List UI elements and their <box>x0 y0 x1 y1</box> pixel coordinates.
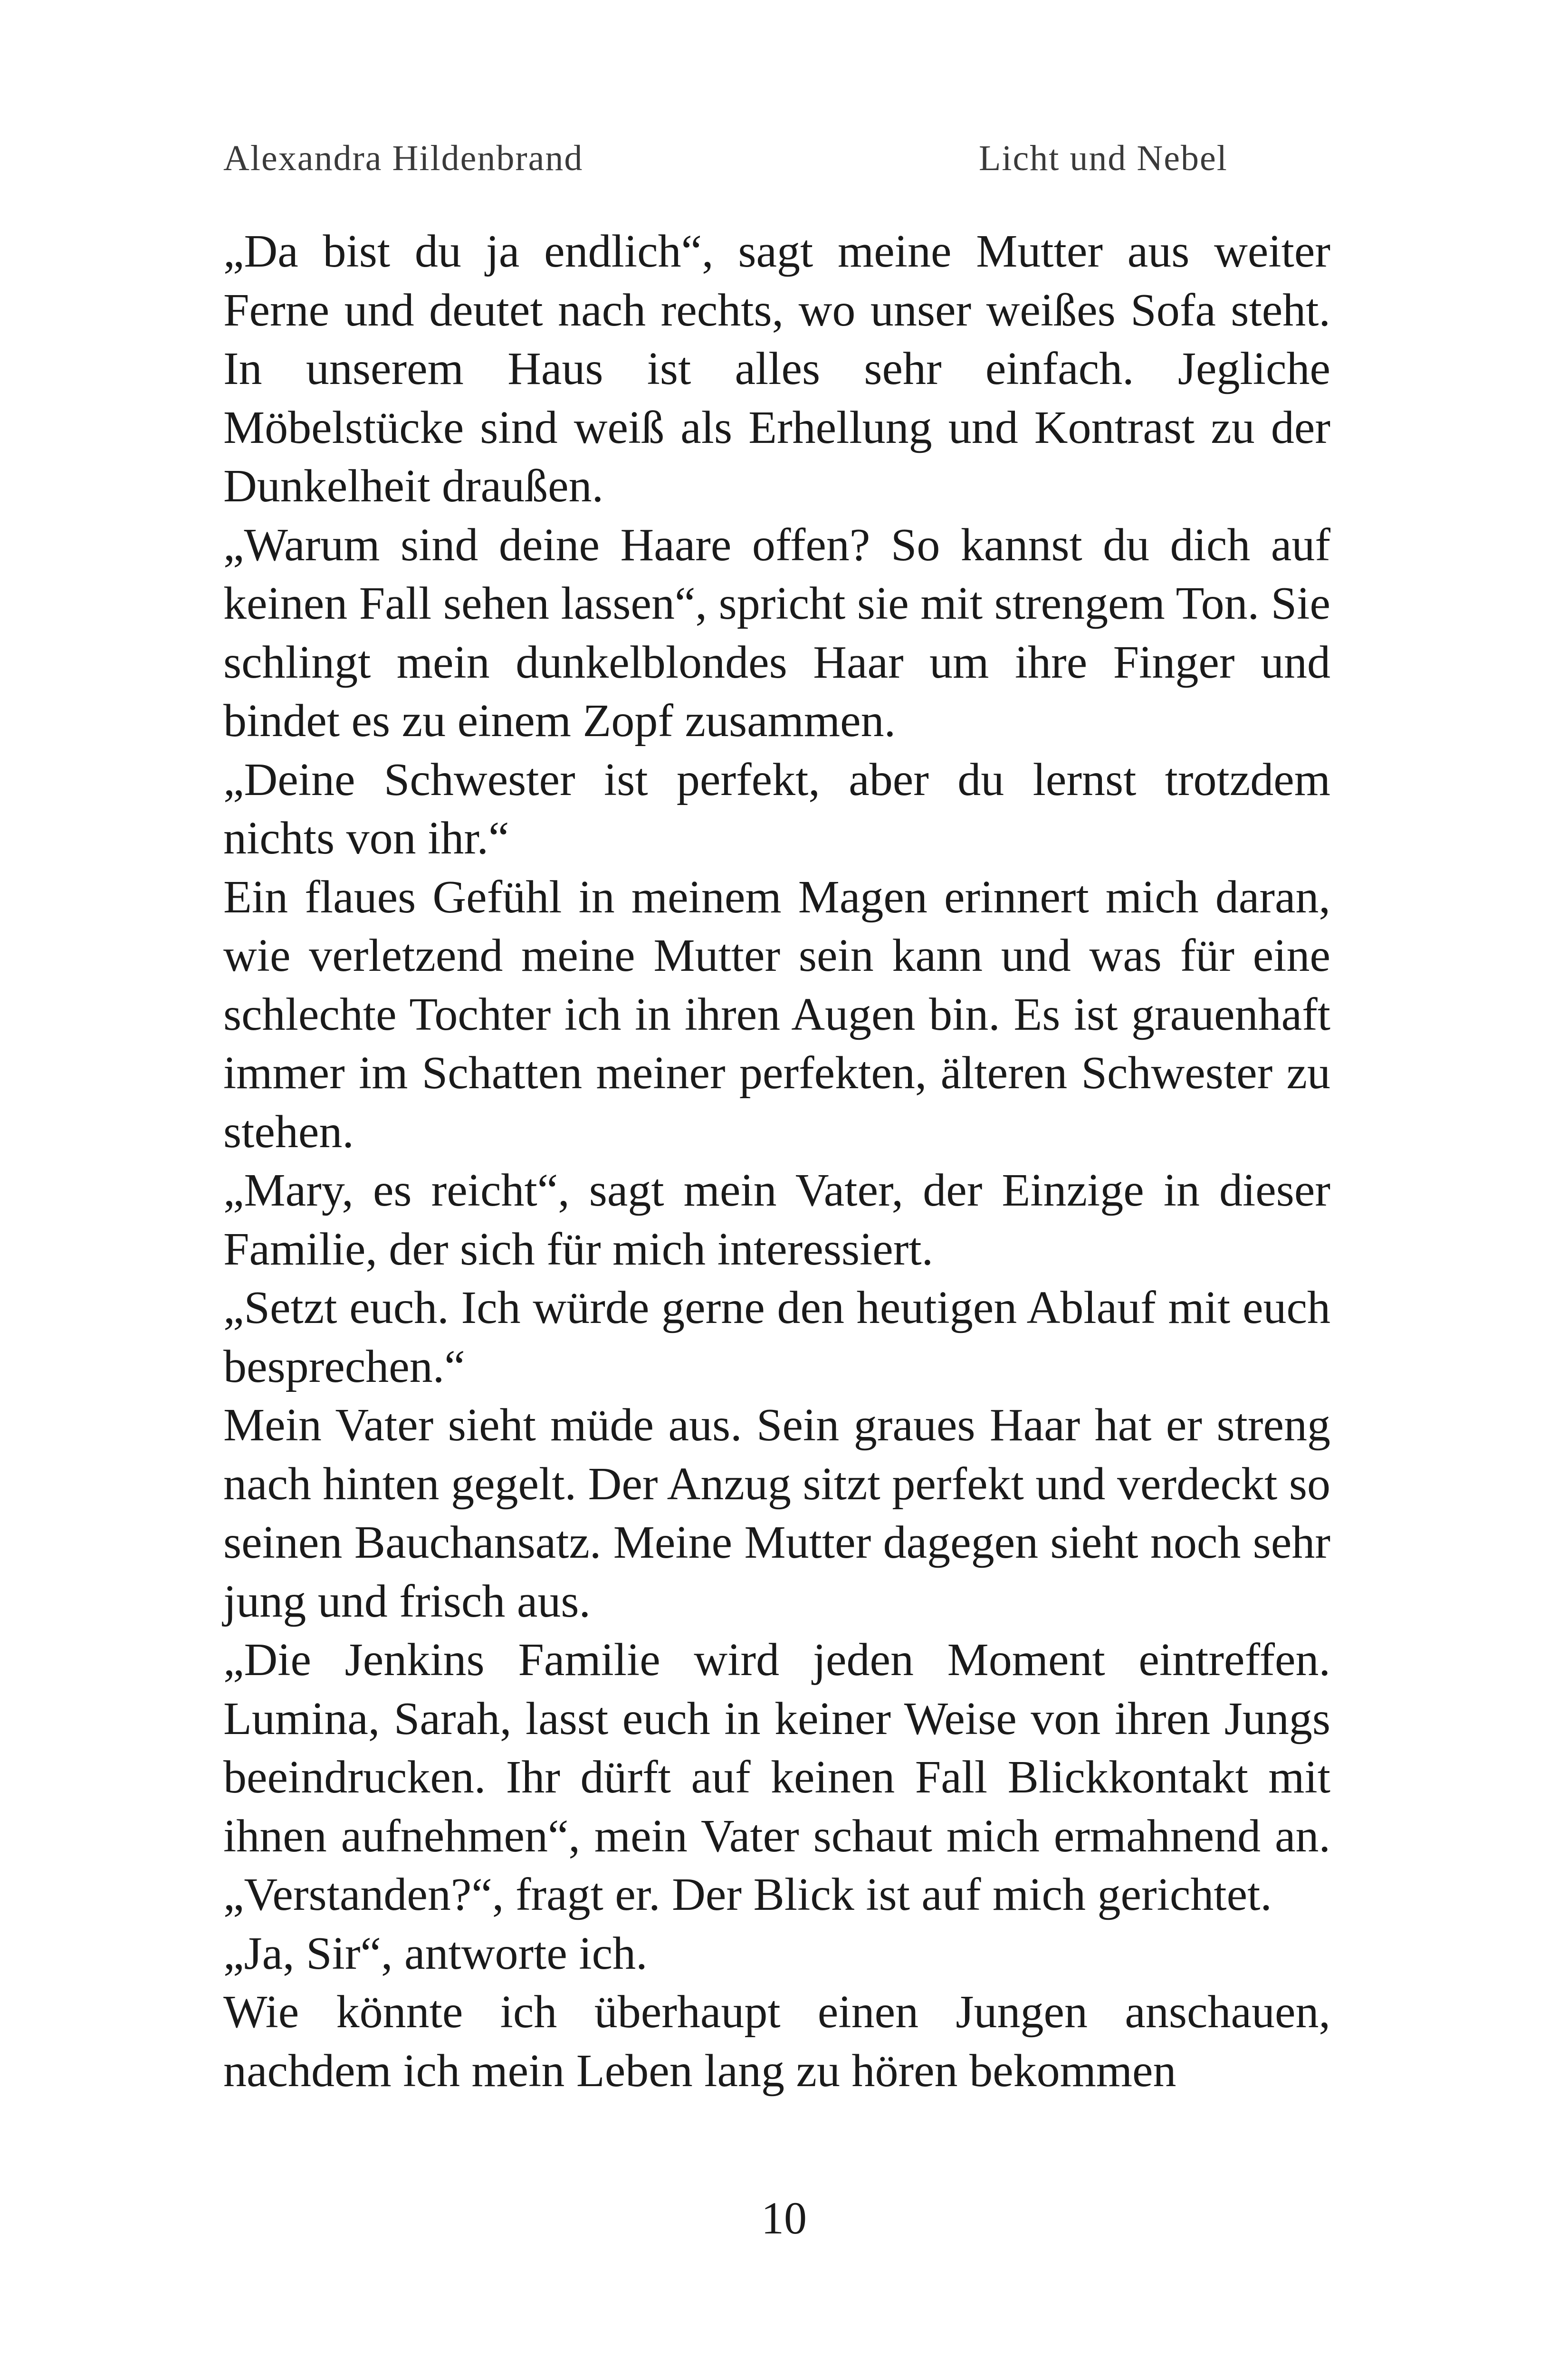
paragraph: „Ja, Sir“, antworte ich. <box>223 1927 648 1979</box>
paragraph: Mein Vater sieht müde aus. Sein graues Haar hat er streng nach hinten gegelt. Der Anzug sitzt perfekt und verdeckt so seinen Bauchansatz. Meine Mutter dagegen sieht noch sehr jung und frisch aus. <box>223 1399 1330 1627</box>
paragraph: „Deine Schwester ist perfekt, aber du lernst trotzdem nichts von ihr.“ <box>223 754 1330 864</box>
header-author: Alexandra Hildenbrand <box>223 138 583 178</box>
paragraph: „Die Jenkins Familie wird jeden Moment eintreffen. Lumina, Sarah, lasst euch in keiner Weise von ihren Jungs beeindrucken. Ihr dürft auf keinen Fall Blickkontakt mit ihnen aufnehmen“, mein Vater schaut mich ermahnend an. „Verstanden?“, fragt er. Der Blick ist auf mich gerichtet. <box>223 1634 1330 1920</box>
paragraph: „Warum sind deine Haare offen? So kannst du dich auf keinen Fall sehen lassen“, spricht sie mit strengem Ton. Sie schlingt mein dunkelblondes Haar um ihre Finger und bindet es zu einem Zopf zusammen. <box>223 519 1330 747</box>
paragraph: „Setzt euch. Ich würde gerne den heutigen Ablauf mit euch besprechen.“ <box>223 1282 1330 1392</box>
paragraph: Ein flaues Gefühl in meinem Magen erinnert mich daran, wie verletzend meine Mutter sein kann und was für eine schlechte Tochter ich in ihren Augen bin. Es ist grauenhaft immer im Schatten meiner perfekten, älteren Schwester zu stehen. <box>223 871 1330 1158</box>
page-body <box>223 222 1330 2100</box>
header-book-title: Licht und Nebel <box>979 138 1228 178</box>
paragraph: „Mary, es reicht“, sagt mein Vater, der Einzige in dieser Familie, der sich für mich interessiert. <box>223 1165 1330 1275</box>
page-number: 10 <box>761 2193 807 2243</box>
running-header <box>223 138 1245 190</box>
paragraph: Wie könnte ich überhaupt einen Jungen anschauen, nachdem ich mein Leben lang zu hören bekommen <box>223 1986 1330 2097</box>
paragraph: „Da bist du ja endlich“, sagt meine Mutter aus weiter Ferne und deutet nach rechts, wo unser weißes Sofa steht. In unserem Haus ist alles sehr einfach. Jegliche Möbelstücke sind weiß als Erhellung und Kontrast zu der Dunkelheit draußen. <box>223 226 1330 512</box>
